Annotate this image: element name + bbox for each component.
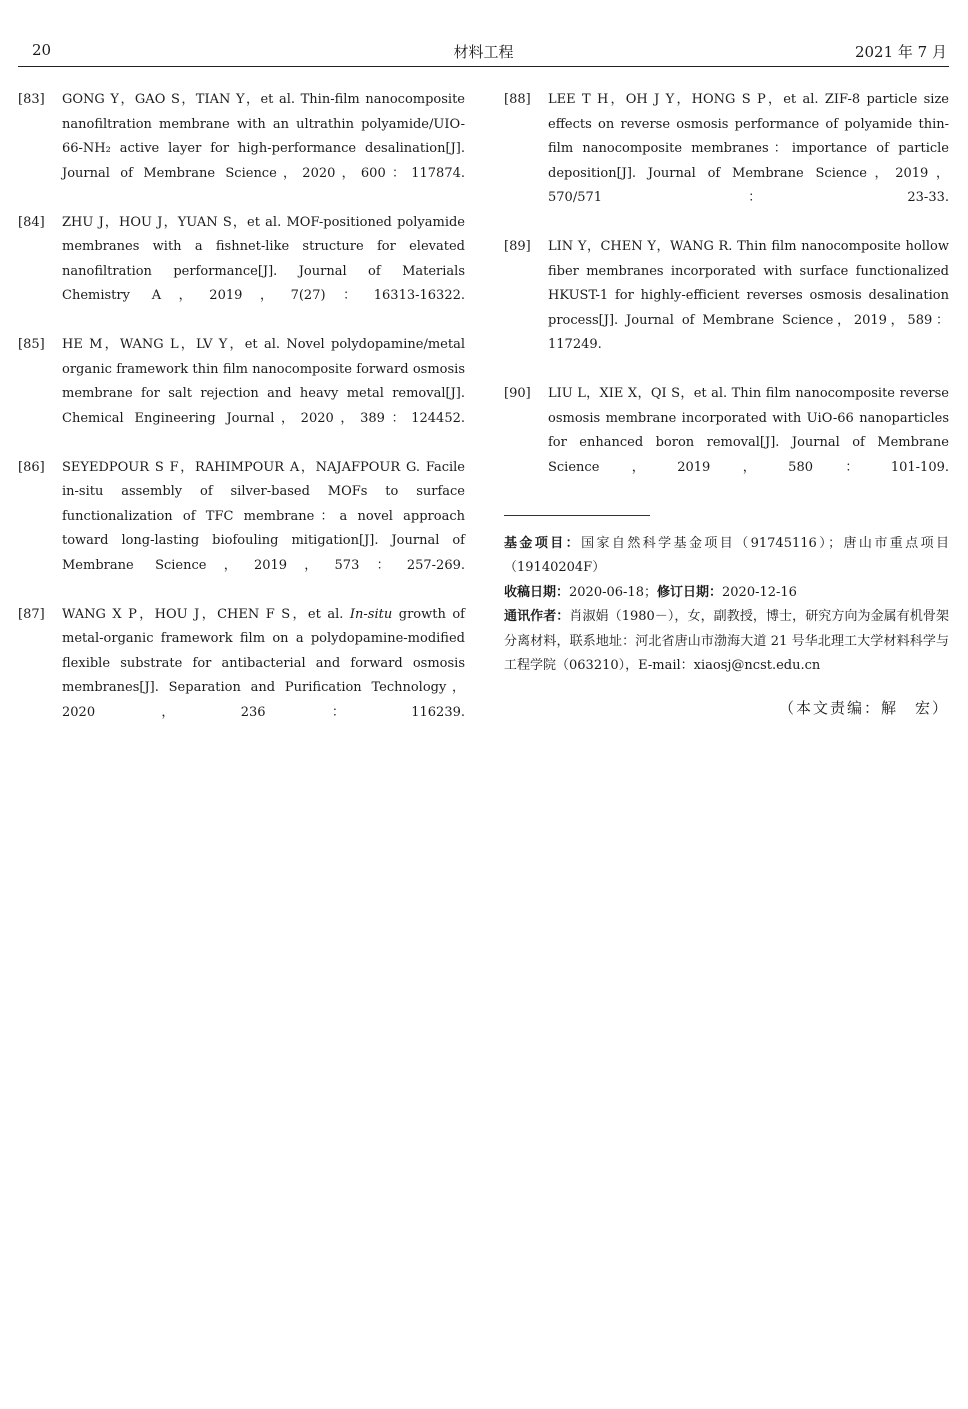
reference-item [18, 456, 465, 603]
reference-number: [84] [18, 214, 45, 230]
page-number: 20 [32, 41, 52, 59]
issue-date: 2021 年 7 月 [854, 43, 947, 61]
reference-text: SEYEDPOUR S F，RAHIMPOUR A，NAJAFPOUR G. Facile in-situ assembly of silver-based MOFs to surface functionalization of TFC membrane：a novel approach toward long-lasting biofouling mitigation[J]. Journal of Membrane Science，2019，573：257-269. [62, 459, 465, 573]
reference-item [504, 382, 949, 505]
reference-number: [86] [18, 459, 45, 475]
reference-number: [90] [504, 386, 531, 401]
reference-number: [85] [18, 337, 45, 352]
journal-title: 材料工程 [453, 43, 514, 61]
right-column [504, 88, 949, 718]
reference-number: [89] [504, 239, 531, 254]
editor-credit: （本文责编：解 宏） [778, 698, 949, 717]
reference-item [504, 235, 949, 382]
page-header [18, 38, 949, 67]
reference-text: GONG Y，GAO S，TIAN Y，et al. Thin-film nanocomposite nanofiltration membrane with an ultrathin polyamide/UIO-66-NH₂ active layer for high-performance desalination[J]. Journal of Membrane Science，2020，600：117874. [62, 92, 465, 181]
footnote-divider [504, 515, 650, 516]
reference-text: LIU L，XIE X，QI S，et al. Thin film nanocomposite reverse osmosis membrane incorporated with UiO-66 nanoparticles for enhanced boron removal[J]. Journal of Membrane Science，2019，580：101-109. [548, 386, 949, 475]
fund-note: 基金项目：国家自然科学基金项目（91745116）；唐山市重点项目（19140204F） [504, 535, 949, 575]
reference-item [18, 88, 465, 211]
reference-number: [83] [18, 92, 45, 107]
reference-item [18, 333, 465, 456]
reference-text: WANG X P，HOU J，CHEN F S，et al. In-situ growth of metal-organic framework film on a polydopamine-modified flexible substrate for antibacterial and forward osmosis membranes[J]. Separation and Purification Technology，2020，236：116239. [62, 606, 465, 720]
reference-text: HE M，WANG L，LV Y，et al. Novel polydopamine/metal organic framework thin film nanocomposite forward osmosis membrane for salt rejection and heavy metal removal[J]. Chemical Engineering Journal，2020，389：124452. [62, 337, 465, 426]
author-note: 通讯作者：肖淑娟（1980－），女，副教授，博士，研究方向为金属有机骨架分离材料，联系地址：河北省唐山市渤海大道 21 号华北理工大学材料科学与工程学院（063210），E-mail：xiaosj@ncst.edu.cn [504, 609, 949, 673]
date-note: 收稿日期：2020-06-18；修订日期：2020-12-16 [504, 584, 797, 600]
article-notes [504, 532, 949, 679]
reference-item [504, 88, 949, 235]
reference-number: [88] [504, 92, 531, 107]
reference-text: LIN Y，CHEN Y，WANG R. Thin film nanocomposite hollow fiber membranes incorporated with surface functionalized HKUST-1 for highly-efficient reverses osmosis desalination process[J]. Journal of Membrane Science，2019，589：117249. [548, 239, 949, 352]
reference-text: LEE T H，OH J Y，HONG S P，et al. ZIF-8 particle size effects on reverse osmosis performance of polyamide thin-film nanocomposite membranes：importance of particle deposition[J]. Journal of Membrane Science，2019，570/571：23-33. [548, 92, 949, 205]
reference-number: [87] [18, 606, 45, 622]
left-column [18, 88, 465, 750]
reference-item [18, 211, 465, 334]
reference-text: ZHU J，HOU J，YUAN S，et al. MOF-positioned polyamide membranes with a fishnet-like structure for elevated nanofiltration performance[J]. Journal of Materials Chemistry A，2019，7(27)：16313-16322. [62, 214, 465, 303]
reference-item [18, 603, 465, 750]
